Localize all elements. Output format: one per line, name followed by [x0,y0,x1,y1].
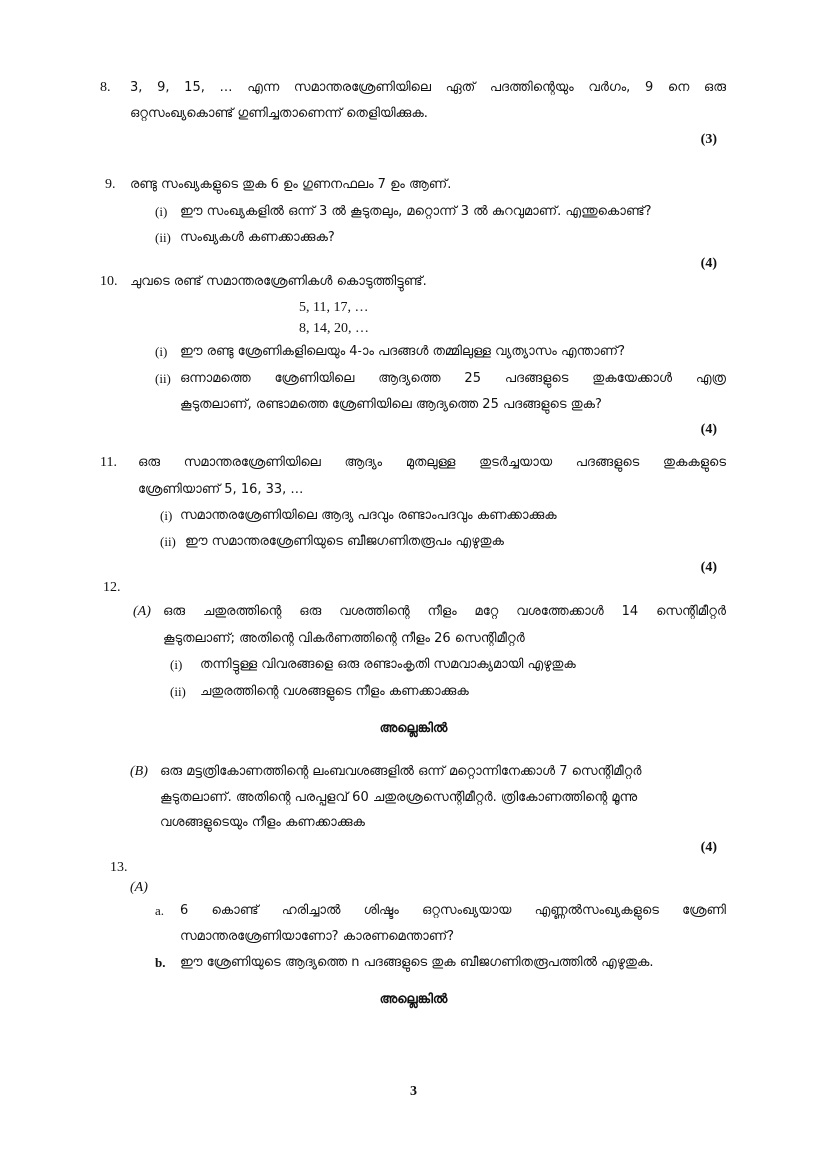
q12-b-line1: ഒരു മട്ടത്രികോണത്തിന്റെ ലംബവശങ്ങളിൽ ഒന്ന് മറ്റൊന്നിനേക്കാൾ 7 സെന്റിമീറ്റർ [160,764,642,779]
q11-marks: (4) [700,560,717,575]
q13-option-a-label: (A) [130,880,148,895]
q9-ii-label: (ii) [155,230,171,245]
q13-b-sub-label: b. [155,955,166,970]
q10-i-text: ഈ രണ്ടു ശ്രേണികളിലെയും 4-ാം പദങ്ങൾ തമ്മിലുള്ള വ്യത്യാസം എന്താണ്? [180,344,625,359]
q12-ii-text: ചതുരത്തിന്റെ വശങ്ങളുടെ നീളം കണക്കാക്കുക [200,684,469,699]
q9-i-text: ഈ സംഖ്യകളിൽ ഒന്ന് 3 ൽ കൂടുതലും, മറ്റൊന്ന് 3 ൽ കുറവുമാണ്. എന്തുകൊണ്ട്? [180,204,652,219]
q11-number: 11. [100,455,117,470]
q13-a-sub-label: a. [155,903,165,918]
q10-line1: ചുവടെ രണ്ട് സമാന്തരശ്രേണികൾ കൊടുത്തിട്ടുണ്ട്. [130,274,427,289]
q12-b-line3: വശങ്ങളുടെയും നീളം കണക്കാക്കുക [160,815,365,830]
q13-a-line1: 6 കൊണ്ട് ഹരിച്ചാൽ ശിഷ്ടം ഒറ്റസംഖ്യയായ എണ്ണൽസംഖ്യകളുടെ ശ്രേണി [180,903,726,918]
q9-line1: രണ്ടു സംഖ്യകളുടെ തുക 6 ഉം ഗുണനഫലം 7 ഉം ആണ്. [130,177,452,192]
q11-ii-text: ഈ സമാന്തരശ്രേണിയുടെ ബീജഗണിതരൂപം എഴുതുക [185,534,504,549]
q11-ii-label: (ii) [160,534,176,549]
q12-i-text: തന്നിട്ടുള്ള വിവരങ്ങളെ ഒരു രണ്ടാംകൃതി സമവാക്യമായി എഴുതുക [200,657,576,672]
q12-number: 12. [103,580,121,595]
page-number: 3 [410,1084,417,1099]
q12-b-line2: കൂടുതലാണ്. അതിന്റെ പരപ്പളവ് 60 ചതുരശ്രസെന്റിമീറ്റർ. ത്രികോണത്തിന്റെ മൂന്നു [160,790,638,805]
q9-i-label: (i) [155,204,168,219]
q10-number: 10. [100,274,118,289]
q8-marks: (3) [700,132,717,147]
q13-number: 13. [110,860,128,875]
q12-i-label: (i) [170,657,183,672]
q13-a-line2: സമാന്തരശ്രേണിയാണോ? കാരണമെന്താണ്? [180,929,455,944]
q10-ii-label: (ii) [155,371,171,386]
q11-i-text: സമാന്തരശ്രേണിയിലെ ആദ്യ പദവും രണ്ടാംപദവും കണക്കാക്കുക [180,508,557,523]
q12-ii-label: (ii) [170,684,186,699]
q12-option-b-label: (B) [130,764,148,779]
q12-option-a-label: (A) [133,604,151,619]
q11-line2: ശ്രേണിയാണ് 5, 16, 33, … [138,482,304,497]
q10-sequence2: 8, 14, 20, … [299,321,369,336]
q12-marks: (4) [700,840,717,855]
q8-number: 8. [100,80,111,95]
q9-ii-text: സംഖ്യകൾ കണക്കാക്കുക? [180,230,335,245]
q10-sequence1: 5, 11, 17, … [299,300,369,315]
q10-ii-line2: കൂടുതലാണ്, രണ്ടാമത്തെ ശ്രേണിയിലെ ആദ്യത്തെ 25 പദങ്ങളുടെ തുക? [180,397,602,412]
q12-a-line1: ഒരു ചതുരത്തിന്റെ ഒരു വശത്തിന്റെ നീളം മറ്റേ വശത്തേക്കാൾ 14 സെന്റിമീറ്റർ [163,604,726,619]
q13-b-text: ഈ ശ്രേണിയുടെ ആദ്യത്തെ n പദങ്ങളുടെ തുക ബീജഗണിതരൂപത്തിൽ എഴുതുക. [180,955,654,970]
q11-line1: ഒരു സമാന്തരശ്രേണിയിലെ ആദ്യം മുതലുള്ള തുടർച്ചയായ പദങ്ങളുടെ തുകകളുടെ [138,455,726,470]
q10-marks: (4) [700,422,717,437]
q10-i-label: (i) [155,344,168,359]
q11-i-label: (i) [160,508,173,523]
q8-line2: ഒറ്റസംഖ്യകൊണ്ട് ഗുണിച്ചതാണെന്ന് തെളിയിക്കുക. [130,106,428,121]
q9-number: 9. [105,177,116,192]
q12-or-divider: അല്ലെങ്കിൽ [379,721,448,736]
q10-ii-line1: ഒന്നാമത്തെ ശ്രേണിയിലെ ആദ്യത്തെ 25 പദങ്ങളുടെ തുകയേക്കാൾ എത്ര [180,371,726,386]
q9-marks: (4) [700,256,717,271]
q12-a-line2: കൂടുതലാണ്; അതിന്റെ വികർണത്തിന്റെ നീളം 26 സെന്റിമീറ്റർ [163,631,525,646]
q8-line1: 3, 9, 15, … എന്ന സമാന്തരശ്രേണിയിലെ ഏത് പദത്തിന്റെയും വർഗം, 9 നെ ഒരു [130,80,726,95]
q13-or-divider: അല്ലെങ്കിൽ [379,992,448,1007]
